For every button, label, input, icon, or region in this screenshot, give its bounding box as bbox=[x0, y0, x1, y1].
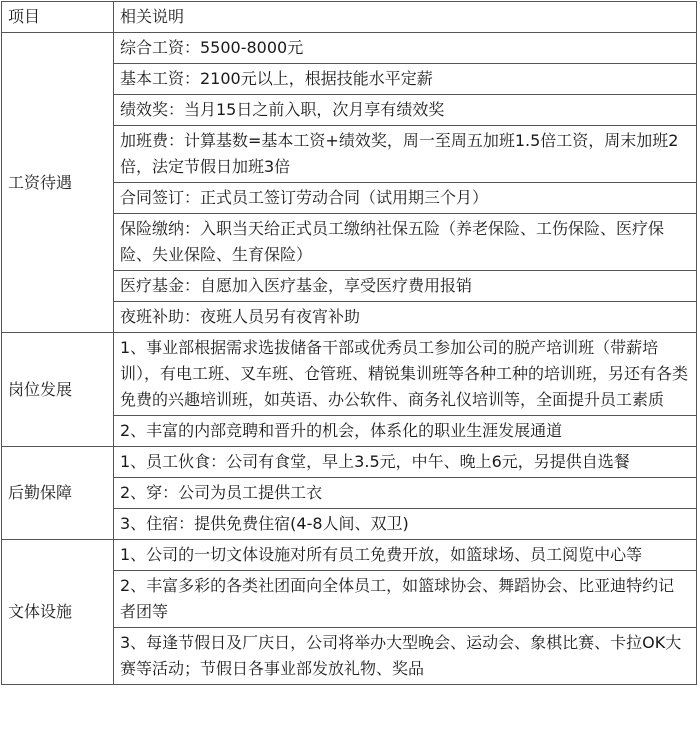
table-row bbox=[2, 447, 697, 478]
header-category: 项目 bbox=[2, 2, 114, 33]
header-description: 相关说明 bbox=[114, 2, 697, 33]
section-item: 综合工资：5500-8000元 bbox=[114, 33, 697, 64]
section-item: 合同签订：正式员工签订劳动合同（试用期三个月） bbox=[114, 183, 697, 214]
section-item: 1、事业部根据需求选拔储备干部或优秀员工参加公司的脱产培训班（带薪培训），有电工班、叉车班、仓管班、精锐集训班等各种工种的培训班，另还有各类免费的兴趣培训班，如英语、办公软件、商务礼仪培训等，全面提升员工素质 bbox=[114, 333, 697, 416]
benefits-table bbox=[1, 1, 697, 685]
section-category: 文体设施 bbox=[2, 540, 114, 685]
section-category: 后勤保障 bbox=[2, 447, 114, 540]
table-row bbox=[2, 540, 697, 571]
section-item: 绩效奖：当月15日之前入职，次月享有绩效奖 bbox=[114, 95, 697, 126]
table-row bbox=[2, 33, 697, 64]
section-category: 工资待遇 bbox=[2, 33, 114, 333]
section-item: 3、每逢节假日及厂庆日，公司将举办大型晚会、运动会、象棋比赛、卡拉OK大赛等活动；节假日各事业部发放礼物、奖品 bbox=[114, 628, 697, 685]
section-item: 基本工资：2100元以上，根据技能水平定薪 bbox=[114, 64, 697, 95]
section-item: 2、丰富的内部竞聘和晋升的机会，体系化的职业生涯发展通道 bbox=[114, 416, 697, 447]
section-item: 1、公司的一切文体设施对所有员工免费开放，如篮球场、员工阅览中心等 bbox=[114, 540, 697, 571]
section-item: 2、穿：公司为员工提供工衣 bbox=[114, 478, 697, 509]
table-row bbox=[2, 333, 697, 416]
section-item: 保险缴纳：入职当天给正式员工缴纳社保五险（养老保险、工伤保险、医疗保险、失业保险、生育保险） bbox=[114, 214, 697, 271]
section-item: 医疗基金：自愿加入医疗基金，享受医疗费用报销 bbox=[114, 271, 697, 302]
section-item: 3、住宿：提供免费住宿(4-8人间、双卫) bbox=[114, 509, 697, 540]
section-item: 加班费：计算基数=基本工资+绩效奖，周一至周五加班1.5倍工资，周末加班2倍，法定节假日加班3倍 bbox=[114, 126, 697, 183]
section-item: 1、员工伙食：公司有食堂，早上3.5元，中午、晚上6元，另提供自选餐 bbox=[114, 447, 697, 478]
section-item: 2、丰富多彩的各类社团面向全体员工，如篮球协会、舞蹈协会、比亚迪特约记者团等 bbox=[114, 571, 697, 628]
header-row bbox=[2, 2, 697, 33]
section-item: 夜班补助：夜班人员另有夜宵补助 bbox=[114, 302, 697, 333]
section-category: 岗位发展 bbox=[2, 333, 114, 447]
table-body bbox=[2, 2, 697, 685]
